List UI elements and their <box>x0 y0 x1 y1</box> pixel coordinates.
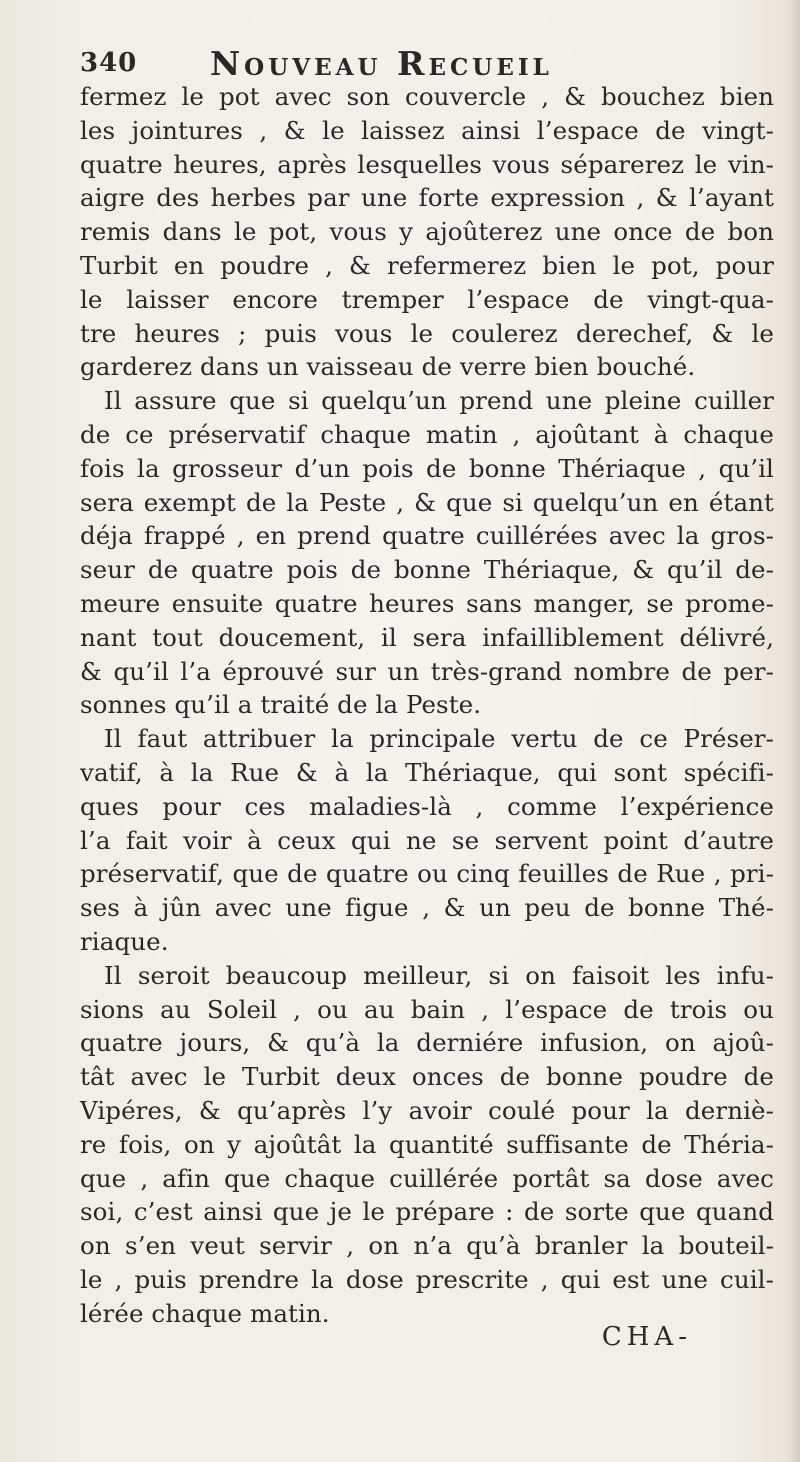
text-line: re fois, on y ajoûtât la quantité suffisante de Théria- <box>80 1129 774 1159</box>
text-line: l’a fait voir à ceux qui ne se servent point d’autre <box>80 825 774 855</box>
text-line: vatif, à la Rue & à la Thériaque, qui sont spécifi- <box>80 757 774 787</box>
text-line: aigre des herbes par une forte expression , & l’ayant <box>80 183 774 213</box>
text-line: soi, c’est ainsi que je le prépare : de sorte que quand <box>80 1197 774 1227</box>
text-line: nant tout doucement, il sera infailliblement délivré, <box>80 622 774 652</box>
text-line: Turbit en poudre , & refermerez bien le pot, pour <box>80 250 774 280</box>
text-line: lérée chaque matin. <box>80 1298 330 1328</box>
text-line: le laisser encore tremper l’espace de vingt-qua- <box>80 284 774 314</box>
body-text <box>80 80 774 1330</box>
text-line: que , afin que chaque cuillérée portât sa dose avec <box>80 1163 774 1193</box>
text-line: quatre jours, & qu’à la derniére infusion, on ajoû- <box>80 1028 774 1058</box>
page-number: 340 <box>80 48 138 78</box>
text-line: fermez le pot avec son couvercle , & bouchez bien <box>80 82 774 111</box>
text-line: déja frappé , en prend quatre cuillérées avec la gros- <box>80 521 774 551</box>
text-line: on s’en veut servir , on n’a qu’à branler la bouteil- <box>80 1231 774 1261</box>
text-line: meure ensuite quatre heures sans manger, se prome- <box>80 588 774 618</box>
text-line: fois la grosseur d’un pois de bonne Thériaque , qu’il <box>80 453 774 483</box>
text-line: tre heures ; puis vous le coulerez derechef, & le <box>80 318 774 348</box>
text-line: Il faut attribuer la principale vertu de ce Préser- <box>104 724 774 754</box>
text-line: préservatif, que de quatre ou cinq feuilles de Rue , pri- <box>80 859 774 889</box>
catchword: CHA- <box>601 1322 692 1352</box>
text-line: les jointures , & le laissez ainsi l’espace de vingt- <box>80 115 774 145</box>
text-line: tât avec le Turbit deux onces de bonne poudre de <box>80 1062 774 1092</box>
text-line: sions au Soleil , ou au bain , l’espace de trois ou <box>80 994 774 1024</box>
text-line: riaque. <box>80 926 169 956</box>
text-line: seur de quatre pois de bonne Thériaque, & qu’il de- <box>80 555 774 585</box>
running-title: Nouveau Recueil <box>210 44 553 83</box>
text-line: Il assure que si quelqu’un prend une pleine cuiller <box>104 386 774 416</box>
text-line: & qu’il l’a éprouvé sur un très-grand nombre de per- <box>80 656 774 686</box>
text-line: ques pour ces maladies-là , comme l’expérience <box>80 791 774 821</box>
text-line: sera exempt de la Peste , & que si quelqu’un en étant <box>80 487 774 517</box>
text-line: le , puis prendre la dose prescrite , qui est une cuil- <box>80 1264 774 1294</box>
text-line: garderez dans un vaisseau de verre bien bouché. <box>80 352 696 382</box>
text-line: sonnes qu’il a traité de la Peste. <box>80 690 482 720</box>
text-line: Vipéres, & qu’après l’y avoir coulé pour la derniè- <box>80 1095 774 1125</box>
text-line: de ce préservatif chaque matin , ajoûtant à chaque <box>80 419 774 449</box>
text-line: quatre heures, après lesquelles vous séparerez le vin- <box>80 149 774 179</box>
text-line: remis dans le pot, vous y ajoûterez une once de bon <box>80 217 774 247</box>
page-gutter-shadow <box>786 0 800 1462</box>
text-line: Il seroit beaucoup meilleur, si on faisoit les infu- <box>104 960 774 990</box>
text-line: ses à jûn avec une figue , & un peu de bonne Thé- <box>80 893 774 923</box>
